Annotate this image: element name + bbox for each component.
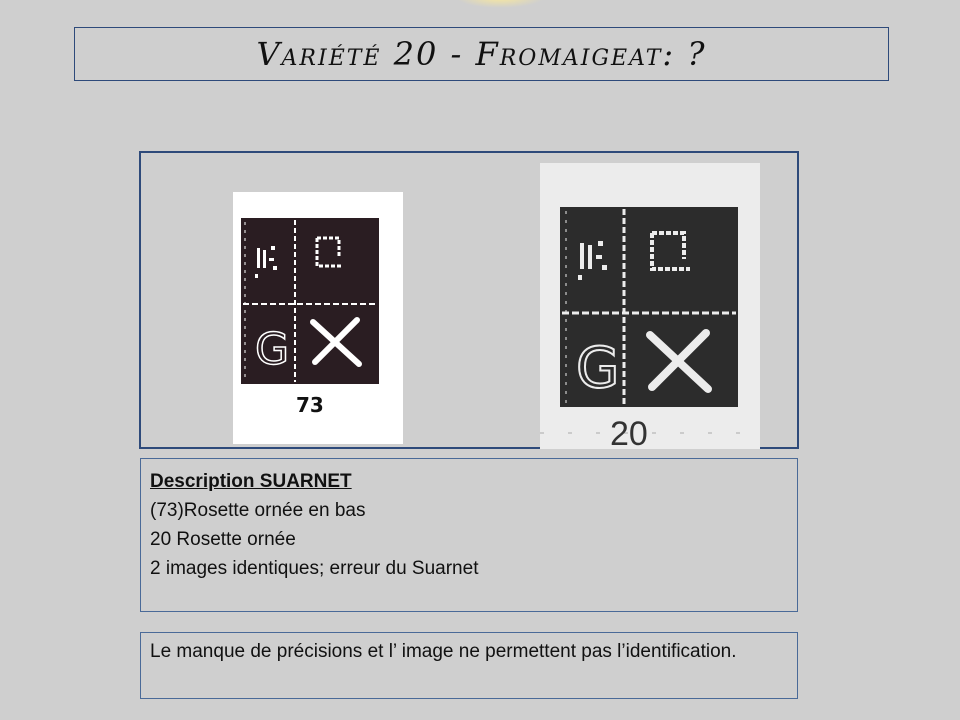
conclusion-note-box: [140, 632, 798, 699]
stamp-73-label: 73: [296, 393, 324, 417]
stamp-image-20: [540, 163, 760, 449]
decorative-glow: [455, 0, 545, 8]
description-line: (73)Rosette ornée en bas: [150, 500, 366, 521]
title-box: [74, 27, 889, 81]
description-heading: Description SUARNET: [150, 471, 352, 492]
svg-text:G: G: [576, 336, 620, 401]
slide-title: Variété 20 - Fromaigeat: ?: [256, 35, 707, 73]
conclusion-note-text: Le manque de précisions et l’ image ne permettent pas l’identification.: [150, 641, 737, 662]
stamp-20-drawing: [540, 163, 760, 449]
description-line: 2 images identiques; erreur du Suarnet: [150, 558, 479, 579]
description-line: 20 Rosette ornée: [150, 529, 296, 550]
description-box: [140, 458, 798, 612]
stamp-20-label: 20: [610, 415, 648, 449]
stamp-image-73: [233, 192, 403, 444]
stamp-73-drawing: [233, 192, 403, 444]
svg-text:G: G: [255, 324, 290, 375]
